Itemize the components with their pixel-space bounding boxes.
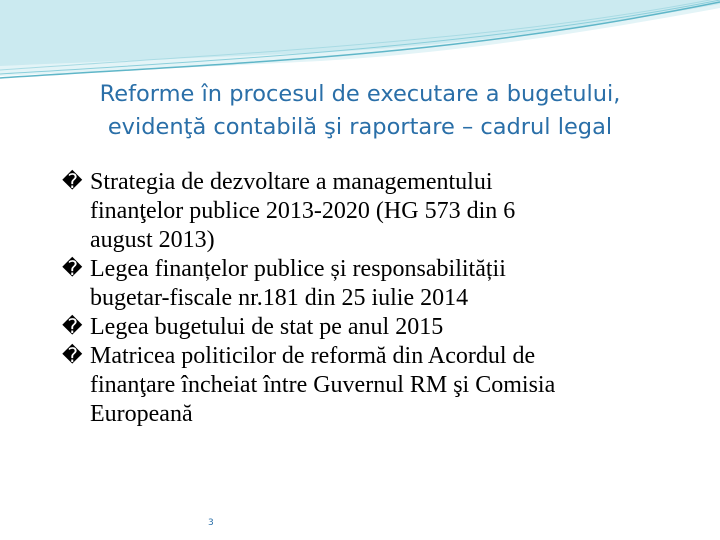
header-wave-decoration bbox=[0, 0, 720, 90]
slide-title-line-1: Reforme în procesul de executare a bugetului, bbox=[99, 81, 621, 107]
bullet-item bbox=[62, 168, 702, 255]
slide-title bbox=[40, 78, 680, 144]
bullet-text-line: Strategia de dezvoltare a managementului bbox=[90, 169, 493, 195]
page-number: 3 bbox=[208, 518, 214, 528]
bullet-item bbox=[62, 313, 702, 342]
bullet-text-line: Matricea politicilor de reformă din Acordul de bbox=[90, 343, 536, 369]
bullet-marker-icon: � bbox=[62, 345, 83, 367]
bullet-item bbox=[62, 255, 702, 313]
slide-title-line-2: evidenţă contabilă şi raportare – cadrul legal bbox=[107, 114, 613, 140]
bullet-marker-icon: � bbox=[62, 316, 83, 338]
bullet-text-line: finanţare încheiat între Guvernul RM şi Comisia bbox=[90, 372, 556, 398]
bullet-text-line: bugetar-fiscale nr.181 din 25 iulie 2014 bbox=[90, 285, 469, 311]
bullet-marker-icon: � bbox=[62, 258, 83, 280]
bullet-text-line: august 2013) bbox=[90, 227, 215, 253]
bullet-marker-icon: � bbox=[62, 171, 83, 193]
bullet-text-line: finanţelor publice 2013-2020 (HG 573 din 6 bbox=[90, 198, 516, 224]
bullet-text-line: Legea finanțelor publice și responsabilității bbox=[90, 256, 506, 282]
bullet-list bbox=[62, 168, 702, 429]
bullet-item bbox=[62, 342, 702, 429]
bullet-text-line: Europeană bbox=[90, 401, 193, 427]
bullet-text-line: Legea bugetului de stat pe anul 2015 bbox=[90, 314, 444, 340]
